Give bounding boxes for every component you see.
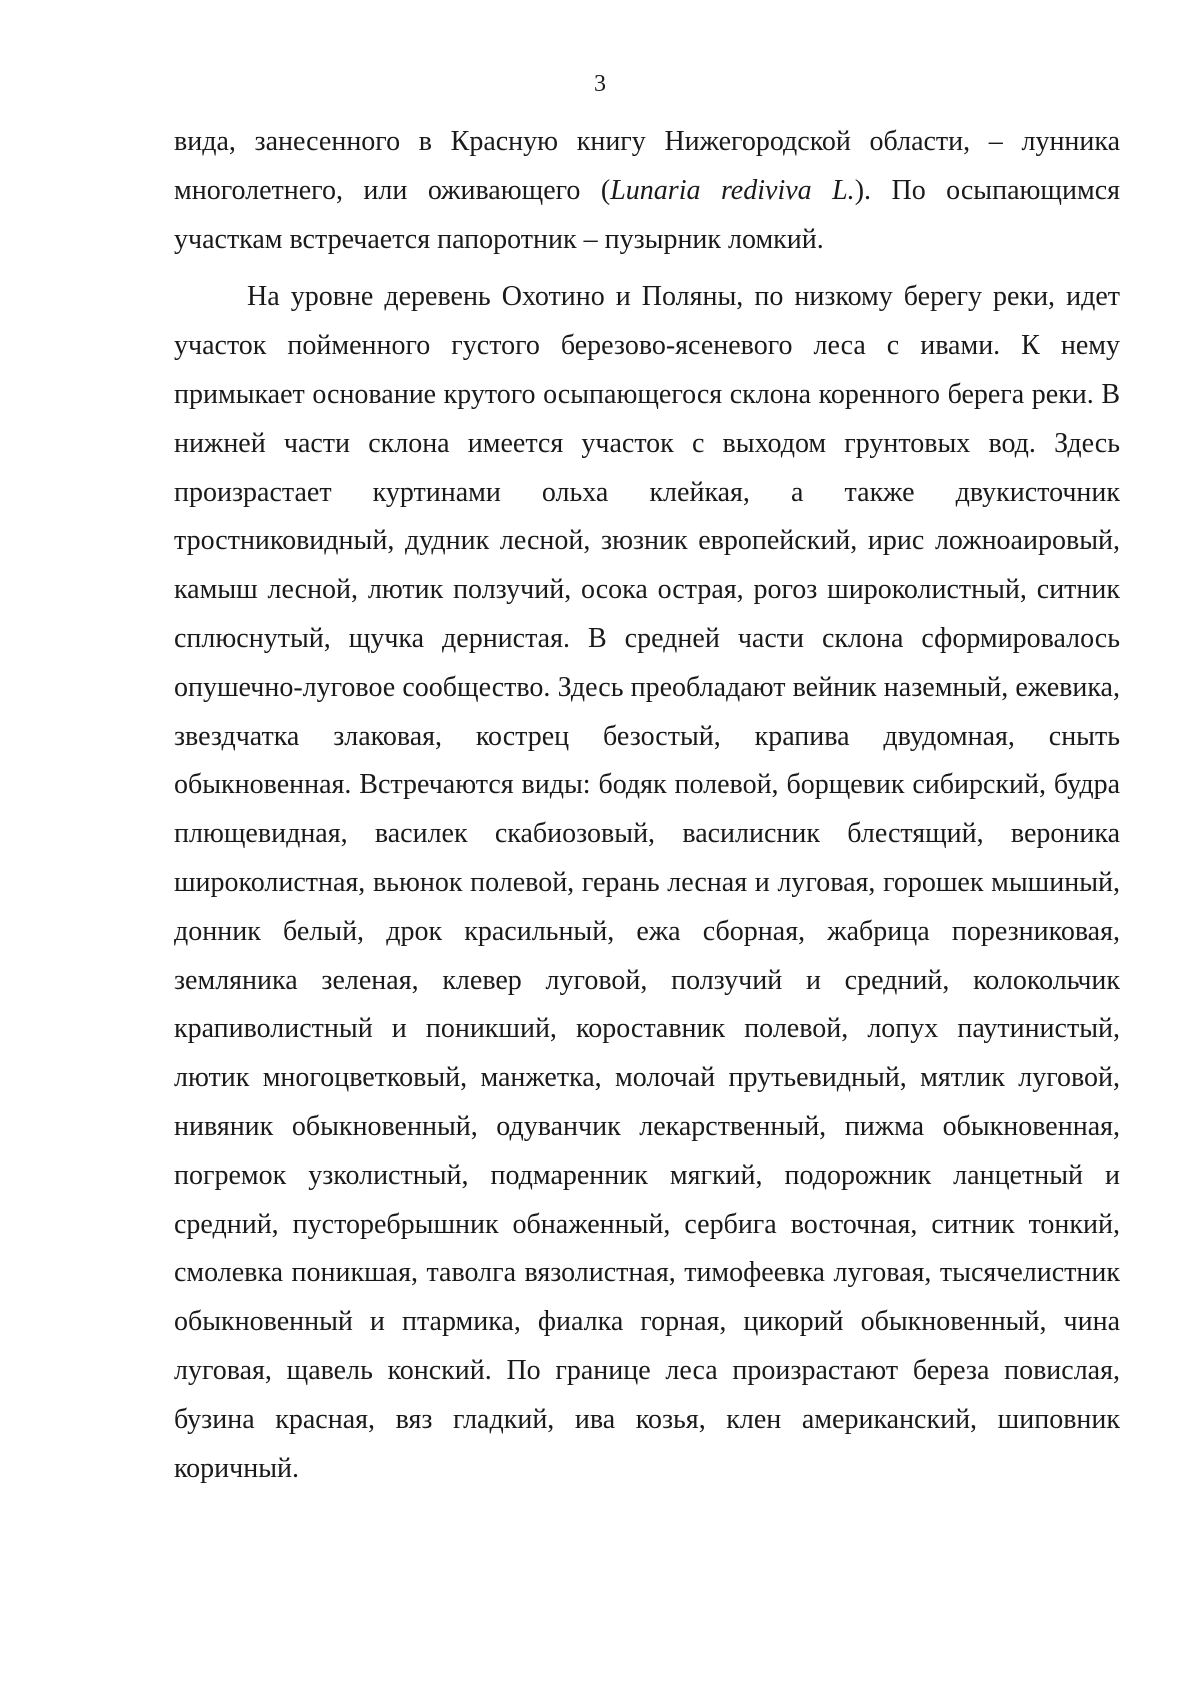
paragraph-2: На уровне деревень Охотино и Поляны, по низкому берегу реки, идет участок пойменного густого березово-ясеневого леса с ивами. К нему примыкает основание крутого осыпающегося склона коренного берега реки. В нижней части склона имеется участок с выходом грунтовых вод. Здесь произрастает куртинами ольха клейкая, а также двукисточник тростниковидный, дудник лесной, зюзник европейский, ирис ложноаировый, камыш лесной, лютик ползучий, осока острая, рогоз широколистный, ситник сплюснутый, щучка дернистая. В средней части склона сформировалось опушечно-луговое сообщество. Здесь преобладают вейник наземный, ежевика, звездчатка злаковая, кострец безостый, крапива двудомная, сныть обыкновенная. Встречаются виды: бодяк полевой, борщевик сибирский, будра плющевидная, василек скабиозовый, василисник блестящий, вероника широколистная, вьюнок полевой, герань лесная и луговая, горошек мышиный, донник белый, дрок красильный, ежа сборная, жабрица порезниковая, земляника зеленая, клевер луговой, ползучий и средний, колокольчик крапиволистный и поникший, короставник полевой, лопух паутинистый, лютик многоцветковый, манжетка, молочай прутьевидный, мятлик луговой, нивяник обыкновенный, одуванчик лекарственный, пижма обыкновенная, погремок узколистный, подмаренник мягкий, подорожник ланцетный и средний, пусторебрышник обнаженный, сербига восточная, ситник тонкий, смолевка поникшая, таволга вязолистная, тимофеевка луговая, тысячелистник обыкновенный и птармика, фиалка горная, цикорий обыкновенный, чина луговая, щавель конский. По границе леса произрастают береза повислая, бузина красная, вяз гладкий, ива козья, клен американский, шиповник коричный. (174, 281, 1120, 1484)
document-body (174, 118, 1120, 1493)
paragraph-1 (174, 118, 1120, 264)
paragraph-1-text-before: вида, занесенного в Красную книгу Нижегородской области, – лунника многолетнего, или оживающего ( (174, 126, 1120, 206)
latin-species-name: Lunaria rediviva L. (610, 174, 855, 206)
page-number: 3 (594, 71, 606, 97)
paragraph-1-text-after: ). По осыпающимся участкам встречается папоротник – пузырник ломкий. (174, 174, 1120, 255)
